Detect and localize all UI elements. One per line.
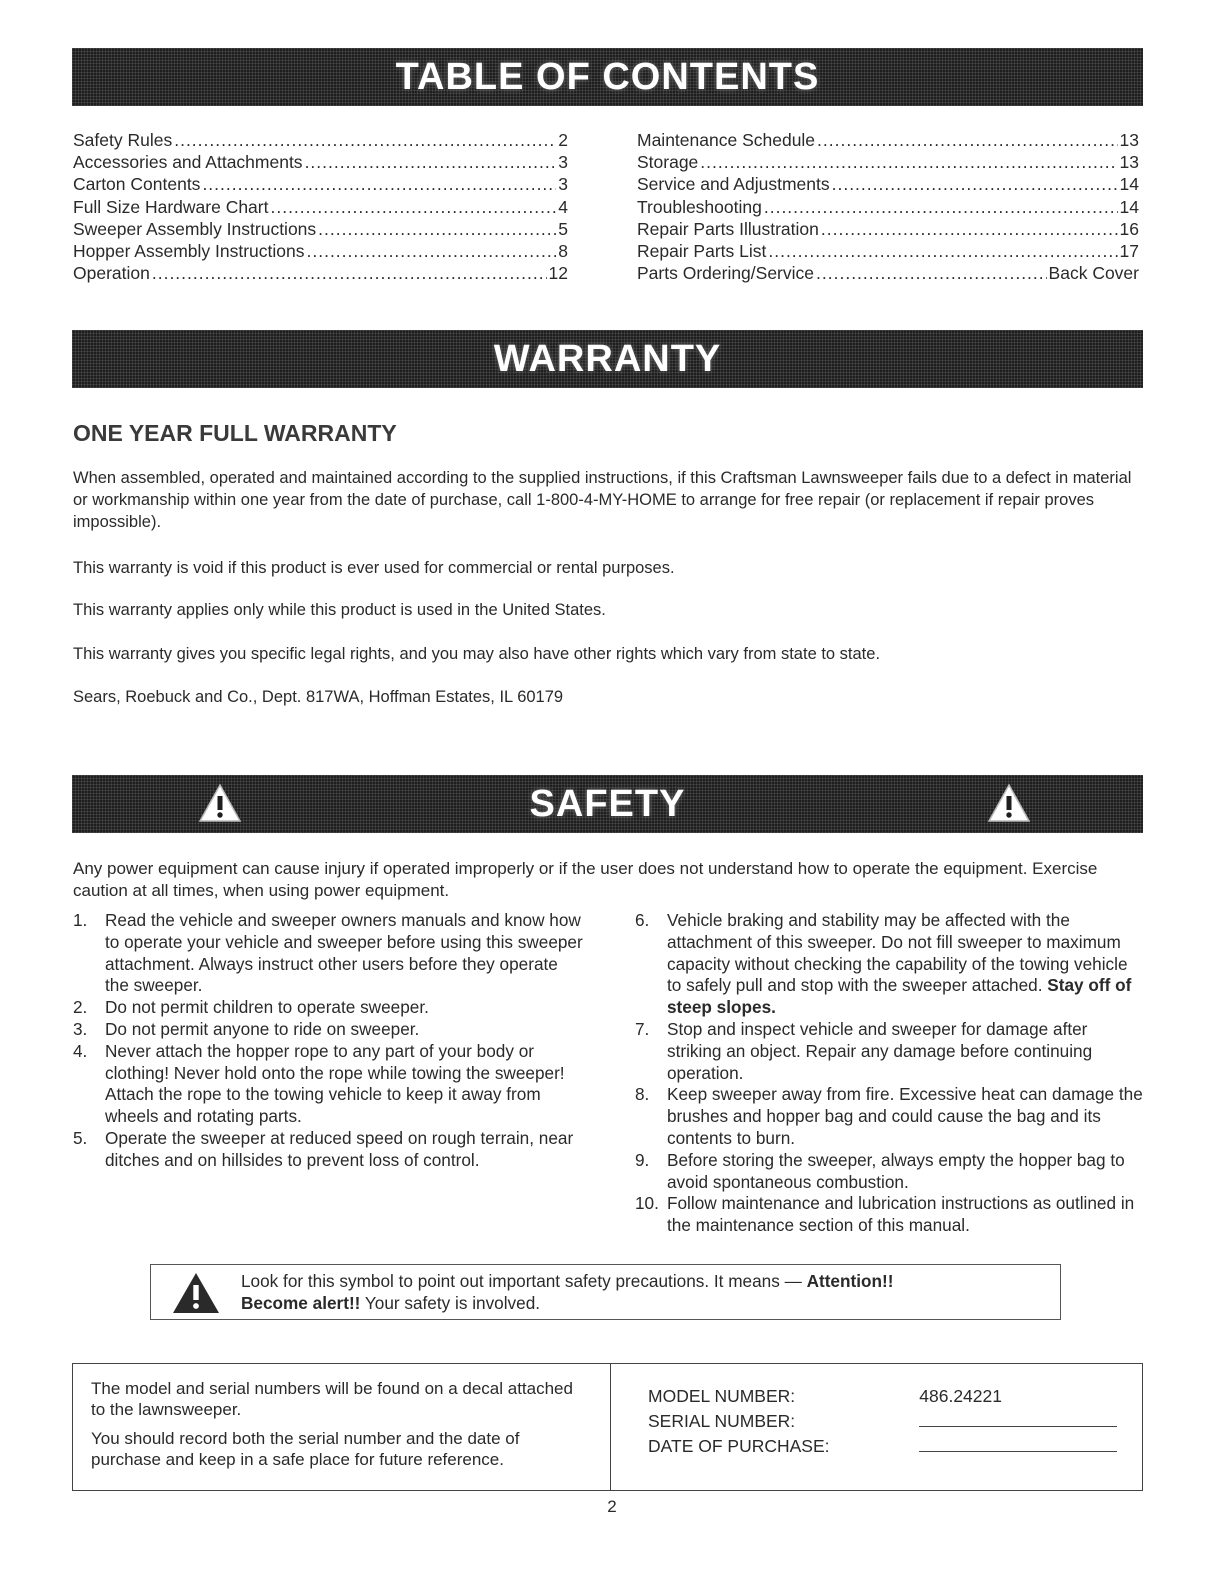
toc-entry-page: 14: [1119, 174, 1139, 195]
list-item: [73, 910, 583, 997]
date-of-purchase-row: [648, 1434, 1118, 1459]
toc-entry-label: Parts Ordering/Service: [637, 263, 815, 284]
rule-text: Keep sweeper away from fire. Excessive heat can damage the brushes and hopper bag and could cause the bag and its contents to burn.: [667, 1084, 1143, 1148]
toc-entry-page: 14: [1119, 196, 1139, 217]
toc-leader: [816, 262, 1047, 284]
divider: [610, 1364, 611, 1490]
rule-number: 3.: [73, 1018, 88, 1039]
rule-number: 6.: [635, 910, 650, 930]
date-of-purchase-label: DATE OF PURCHASE:: [648, 1436, 830, 1456]
page-number: 2: [607, 1497, 617, 1516]
record-info-box: [72, 1363, 1143, 1491]
toc-entry-page: 3: [558, 152, 568, 173]
callout-attention: Attention!!: [806, 1271, 894, 1291]
toc-entry[interactable]: [637, 129, 1139, 151]
toc-entry-label: Carton Contents: [73, 174, 201, 195]
model-number-row: [648, 1384, 1118, 1409]
rule-text: Never attach the hopper rope to any part of your body or clothing! Never hold onto the rope while towing the sweeper! Attach the rope to the towing vehicle to keep it away from wheels and rotating parts.: [105, 1040, 565, 1127]
record-note: You should record both the serial number and the date of purchase and keep in a safe place for future reference.: [91, 1429, 520, 1469]
rule-text: Read the vehicle and sweeper owners manuals and know how to operate your vehicle and sweeper before using this sweeper attachment. Always instruct other users before they operate the sweeper.: [105, 910, 583, 996]
serial-number-label: SERIAL NUMBER:: [648, 1411, 796, 1431]
rule-number: 4.: [73, 1040, 88, 1061]
toc-entry-label: Sweeper Assembly Instructions: [73, 218, 317, 239]
toc-entry-page: 4: [558, 196, 568, 217]
serial-number-field[interactable]: [919, 1409, 1118, 1434]
toc-entry-label: Troubleshooting: [637, 196, 762, 217]
warranty-paragraph: This warranty is void if this product is ever used for commercial or rental purposes.: [73, 559, 675, 577]
toc-entry[interactable]: [73, 240, 568, 262]
list-item: [635, 1019, 1145, 1084]
toc-entry-page: 8: [558, 241, 568, 262]
record-fields: [648, 1384, 1118, 1459]
toc-entry-label: Safety Rules: [73, 130, 173, 150]
warning-triangle-icon: [987, 783, 1031, 823]
safety-banner: [72, 775, 1143, 833]
toc-leader: [174, 129, 556, 151]
toc-entry-page: 17: [1119, 241, 1139, 262]
rule-number: 1.: [73, 910, 88, 930]
list-item: [73, 1128, 583, 1172]
record-note: The model and serial numbers will be found on a decal attached to the lawnsweeper.: [91, 1379, 573, 1419]
rule-text: Do not permit children to operate sweeper.: [105, 997, 429, 1018]
warranty-paragraph: When assembled, operated and maintained according to the supplied instructions, if this Craftsman Lawnsweeper fails due to a defect in material or workmanship within one year from the date of purchase, call 1-800-4-MY-HOME to arrange for free repair (or replacement if repair proves impossible).: [73, 469, 1132, 531]
blank-line: [919, 1439, 1117, 1452]
rule-text: Do not permit anyone to ride on sweeper.: [105, 1018, 420, 1039]
toc-entry[interactable]: [637, 240, 1139, 262]
list-item: [73, 997, 583, 1019]
toc-entry-page: 13: [1119, 130, 1139, 150]
rule-text: [667, 910, 1145, 1019]
toc-entry-page: 2: [558, 130, 568, 150]
toc-entry-label: Repair Parts List: [637, 241, 767, 262]
list-item: [635, 1193, 1145, 1237]
safety-rules-right: [635, 910, 1145, 1237]
toc-entry[interactable]: [637, 262, 1139, 284]
toc-entry-label: Maintenance Schedule: [637, 130, 816, 150]
callout-text: [241, 1270, 1041, 1314]
toc-entry-label: Full Size Hardware Chart: [73, 196, 269, 217]
serial-number-row: [648, 1409, 1118, 1434]
toc-leader: [768, 240, 1117, 262]
toc-banner: [72, 48, 1143, 106]
toc-entry-page: 12: [548, 263, 568, 284]
toc-entry[interactable]: [73, 196, 568, 218]
list-item: [635, 1084, 1145, 1149]
safety-symbol-callout: [150, 1264, 1061, 1320]
list-item: [635, 1150, 1145, 1194]
safety-intro: Any power equipment can cause injury if operated improperly or if the user does not understand how to operate the equipment. Exercise caution at all times, when using power equipment.: [73, 859, 1098, 900]
record-instructions: [91, 1378, 591, 1478]
rule-number: 9.: [635, 1149, 650, 1170]
toc-left-column: [73, 129, 568, 284]
rule-number: 10.: [635, 1193, 659, 1214]
rule-text-main: Vehicle braking and stability may be affected with the attachment of this sweeper. Do not fill sweeper to maximum capacity without checking the capability of the towing vehicle to safely pull and stop with the sweeper attached.: [667, 910, 1128, 996]
callout-alert: Become alert!!: [241, 1293, 361, 1313]
toc-entry-page: Back Cover: [1048, 263, 1139, 284]
rule-number: 2.: [73, 997, 88, 1018]
toc-entry[interactable]: [73, 262, 568, 284]
rule-emphasis: Stay off of steep slopes.: [667, 975, 1132, 1018]
warranty-title: WARRANTY: [493, 337, 722, 380]
toc-entry[interactable]: [73, 151, 568, 173]
toc-entry-label: Storage: [637, 152, 699, 173]
toc-leader: [305, 151, 557, 173]
toc-title: TABLE OF CONTENTS: [395, 55, 820, 98]
toc-leader: [821, 218, 1118, 240]
list-item: [635, 910, 1145, 1019]
callout-text-2: Your safety is involved.: [364, 1293, 541, 1313]
warranty-heading: ONE YEAR FULL WARRANTY: [73, 420, 397, 446]
toc-entry-label: Service and Adjustments: [637, 174, 830, 195]
toc-leader: [832, 173, 1118, 195]
warranty-paragraph: This warranty applies only while this product is used in the United States.: [73, 601, 606, 619]
rule-number: 8.: [635, 1084, 650, 1105]
list-item: [73, 1019, 583, 1041]
rule-number: 5.: [73, 1127, 88, 1148]
toc-leader: [152, 262, 547, 284]
toc-leader: [700, 151, 1117, 173]
toc-entry[interactable]: [73, 173, 568, 195]
toc-entry-page: 16: [1119, 218, 1139, 239]
toc-leader: [270, 196, 556, 218]
toc-entry-label: Operation: [73, 263, 150, 284]
toc-entry-page: 5: [558, 218, 568, 239]
toc-entry[interactable]: [73, 218, 568, 240]
toc-entry[interactable]: [637, 173, 1139, 195]
toc-entry[interactable]: [637, 151, 1139, 173]
toc-entry[interactable]: [637, 218, 1139, 240]
warranty-address: Sears, Roebuck and Co., Dept. 817WA, Hoffman Estates, IL 60179: [73, 688, 564, 706]
safety-title: SAFETY: [529, 782, 686, 825]
toc-entry-page: 13: [1119, 152, 1139, 173]
warranty-paragraph: This warranty gives you specific legal rights, and you may also have other rights which vary from state to state.: [73, 645, 881, 663]
safety-rules-left: [73, 910, 583, 1172]
rule-number: 7.: [635, 1018, 650, 1039]
toc-right-column: [637, 129, 1139, 284]
toc-entry-label: Accessories and Attachments: [73, 152, 303, 173]
toc-leader: [764, 196, 1118, 218]
toc-entry-label: Repair Parts Illustration: [637, 218, 819, 239]
rule-text: Before storing the sweeper, always empty the hopper bag to avoid spontaneous combustion.: [667, 1149, 1125, 1192]
toc-entry-label: Hopper Assembly Instructions: [73, 241, 305, 262]
blank-line: [919, 1414, 1117, 1427]
warranty-banner: [72, 330, 1143, 388]
rule-text: Stop and inspect vehicle and sweeper for damage after striking an object. Repair any damage before continuing operation.: [667, 1018, 1093, 1083]
list-item: [73, 1041, 583, 1128]
date-of-purchase-field[interactable]: [919, 1434, 1118, 1459]
model-number-label: MODEL NUMBER:: [648, 1386, 796, 1406]
callout-text-1: Look for this symbol to point out important safety precautions. It means —: [241, 1271, 802, 1291]
toc-leader: [307, 240, 557, 262]
toc-leader: [202, 173, 556, 195]
toc-entry-page: 3: [558, 174, 568, 195]
toc-leader: [318, 218, 556, 240]
rule-text: Operate the sweeper at reduced speed on rough terrain, near ditches and on hillsides to prevent loss of control.: [105, 1127, 574, 1170]
toc-entry[interactable]: [637, 196, 1139, 218]
toc-leader: [817, 129, 1117, 151]
warning-triangle-icon: [198, 783, 242, 823]
warning-triangle-icon: [171, 1271, 221, 1315]
toc-entry[interactable]: [73, 129, 568, 151]
rule-text: Follow maintenance and lubrication instructions as outlined in the maintenance section of this manual.: [667, 1193, 1135, 1236]
model-number-value: 486.24221: [919, 1386, 1002, 1406]
